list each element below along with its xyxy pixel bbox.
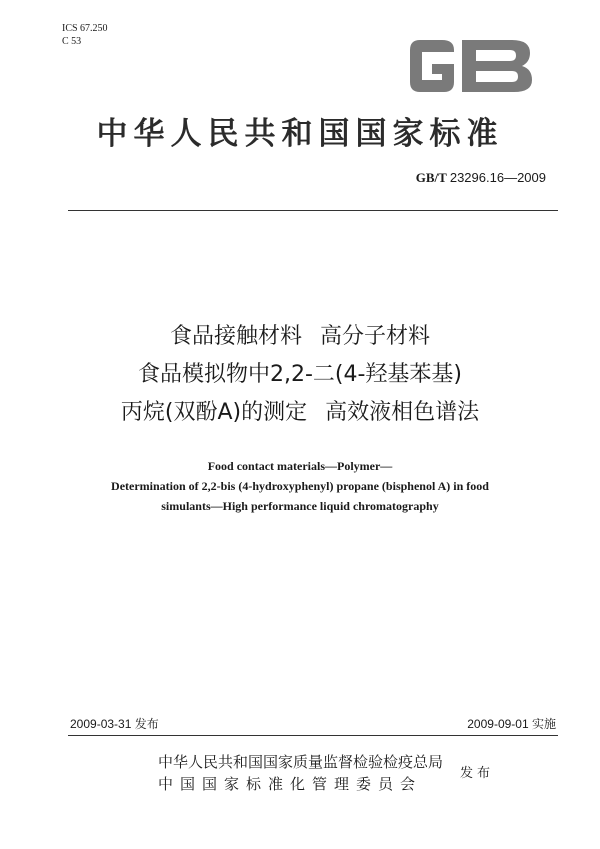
title-cn-line-1b: 高分子材料	[320, 324, 431, 349]
title-en-line-1: Food contact materials—Polymer—	[207, 459, 393, 473]
standard-number-value: 23296.16—2009	[449, 170, 546, 185]
title-cn-line-3	[0, 394, 600, 432]
title-cn-line-3a: 丙烷(双酚A)的测定	[120, 400, 308, 425]
title-cn-line-2: 食品模拟物中2,2-二(4-羟基苯基)	[137, 362, 463, 387]
implement-date	[467, 715, 556, 732]
standard-number	[416, 170, 546, 186]
title-en-line-2: Determination of 2,2-bis (4-hydroxyphenyl) propane (bisphenol A) in food	[111, 479, 489, 493]
ccs-code: C 53	[62, 36, 82, 47]
issuing-organizations	[158, 751, 443, 795]
publish-date	[70, 715, 159, 732]
bottom-divider	[68, 735, 558, 736]
document-title-chinese	[0, 318, 600, 432]
implement-date-label: 实施	[531, 717, 556, 731]
standard-number-prefix: GB/T	[415, 170, 447, 185]
issuer-sac: 中国国家标准化管理委员会	[158, 775, 423, 793]
publish-date-value: 2009-03-31	[70, 717, 132, 731]
title-en-line-3: simulants—High performance liquid chromatography	[161, 499, 439, 513]
ics-code: ICS 67.250	[62, 23, 108, 34]
title-cn-line-1a: 食品接触材料	[169, 324, 302, 349]
classification-codes	[62, 22, 108, 48]
gb-logo	[408, 36, 536, 96]
document-title-english	[0, 456, 600, 516]
issuer-aqsiq: 中华人民共和国国家质量监督检验检疫总局	[158, 753, 444, 771]
standard-title: 中华人民共和国国家标准	[96, 116, 504, 152]
top-divider	[68, 210, 558, 211]
publish-date-label: 发布	[134, 717, 159, 731]
title-cn-line-3b: 高效液相色谱法	[325, 400, 480, 425]
title-cn-line-1	[0, 318, 600, 356]
implement-date-value: 2009-09-01	[467, 717, 529, 731]
issue-label: 发布	[460, 766, 495, 781]
